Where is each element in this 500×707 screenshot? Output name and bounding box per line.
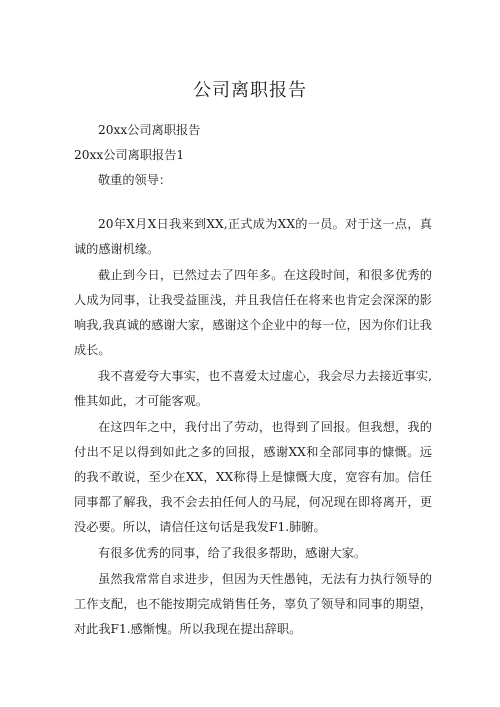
document-subtitle: 20xx公司离职报告	[98, 123, 201, 137]
section-heading: 20xx公司离职报告1	[74, 148, 185, 162]
paragraph-4: 在这四年之中，我付出了劳动，也得到了回报。但我想，我的付出不足以得到如此之多的回报，感谢XX和全部同事的慷慨。远的我不敢说，至少在XX，XX称得上是慷慨大度，宽容有加。信任同事都了解我，我不会去拍任何人的马屁，何况现在即将离开，更没必要。所以，请信任这句话是我发F1.肺腑。	[74, 420, 432, 534]
salutation: 敬重的领导：	[98, 173, 172, 187]
paragraph-6: 虽然我常常自求进步，但因为天性愚钝，无法有力执行领导的工作支配，也不能按期完成销售任务，辜负了领导和同事的期望，对此我F1.感惭愧。所以我现在提出辞职。	[74, 572, 432, 636]
document-title: 公司离职报告	[193, 80, 307, 101]
paragraph-3: 我不喜爱夸大事实，也不喜爱太过虚心，我会尽力去接近事实,惟其如此，才可能客观。	[74, 369, 432, 408]
paragraph-5: 有很多优秀的同事，给了我很多帮助，感谢大家。	[98, 546, 367, 560]
paragraph-1: 20年X月X日我来到XX,正式成为XX的一员。对于这一点，真诚的感谢机缘。	[74, 217, 432, 256]
document-body	[74, 118, 432, 642]
paragraph-2: 截止到今日，已然过去了四年多。在这段时间，和很多优秀的人成为同事，让我受益匪浅，并且我信任在将来也肯定会深深的影响我,我真诚的感谢大家，感谢这个企业中的每一位，因为你们让我成长。	[74, 268, 432, 357]
